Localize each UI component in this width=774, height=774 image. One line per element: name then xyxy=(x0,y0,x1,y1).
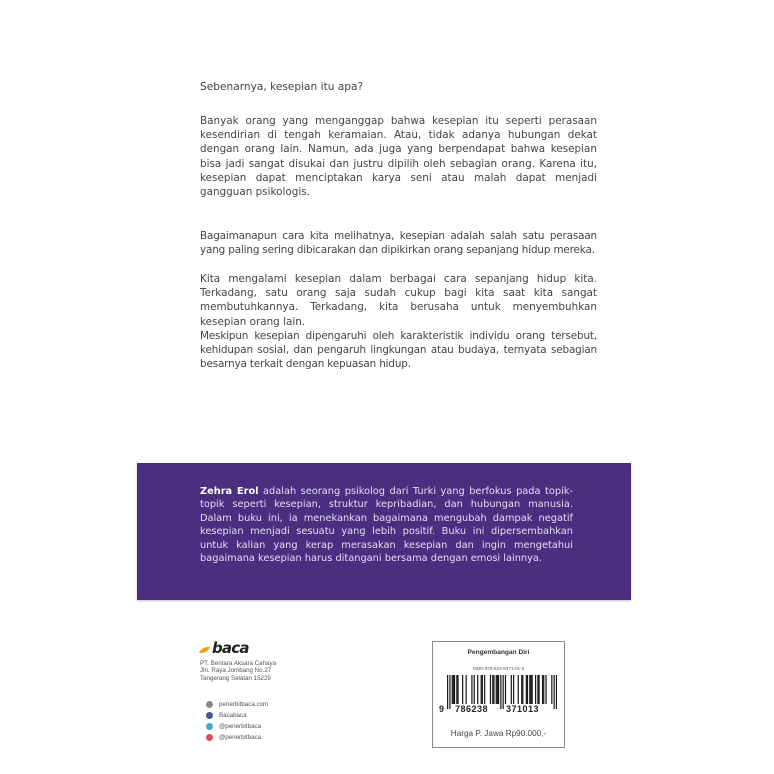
barcode-bar xyxy=(477,675,478,704)
barcode-bar xyxy=(471,675,472,704)
social-label: penerbitbaca.com xyxy=(219,701,269,708)
book-category: Pengembangan Diri xyxy=(467,649,530,656)
barcode-bar xyxy=(466,675,467,704)
barcode-bar xyxy=(493,675,494,704)
isbn-box xyxy=(432,641,565,748)
social-label: @penerbitbaca xyxy=(219,723,262,730)
barcode-bar xyxy=(505,675,506,704)
barcode-bar xyxy=(456,675,457,704)
barcode-bar xyxy=(527,675,528,704)
blurb-text: Meskipun kesepian dipengaruhi oleh karakteristik individu orang tersebut, kehidupan sosial, dan pengaruh lingkungan atau budaya, ternyata sebagian besarnya terkait dengan kepuasan hidup. xyxy=(200,330,597,371)
barcode-bar xyxy=(496,675,497,704)
blurb-text: Kita mengalami kesepian dalam berbagai cara sepanjang hidup kita. Terkadang, satu orang saja sudah cukup bagi kita saat kita sangat membutuhkannya. Terkadang, kita berusaha untuk menyembuhkan kesepian orang lain. xyxy=(200,273,597,328)
barcode-bar xyxy=(532,675,533,704)
instagram-icon xyxy=(206,734,213,741)
blurb-paragraph-4 xyxy=(200,329,597,372)
barcode-bar xyxy=(526,675,527,704)
social-twitter[interactable] xyxy=(206,721,268,732)
barcode-bar xyxy=(500,675,501,709)
blurb-text: Bagaimanapun cara kita melihatnya, kesepian adalah salah satu perasaan yang paling sering dibicarakan dan dipikirkan orang sepanjang hidup mereka. xyxy=(200,230,597,257)
author-bio xyxy=(200,485,573,565)
social-instagram[interactable] xyxy=(206,732,268,743)
publisher-address xyxy=(200,660,320,682)
barcode-bar xyxy=(530,675,531,704)
address-line: PT. Bentara Aksara Cahaya xyxy=(200,660,277,667)
barcode-bar xyxy=(484,675,485,704)
blurb-paragraph-2 xyxy=(200,229,597,257)
barcode-bar xyxy=(492,675,493,704)
author-bio-text: adalah seorang psikolog dari Turki yang berfokus pada topik-topik seperti kesepian, struktur kepribadian, dan hubungan manusia. Dalam buku ini, ia menekankan bagaimana mengubah dampak negatif kesepian menjadi sesuatu yang lebih positif. Buku ini dipersembahkan untuk kalian yang kerap merasakan kesepian dan ingin mengetahui bagaimana kesepian harus ditangani bersama dengan emosi lainnya. xyxy=(200,486,573,565)
author-name: Zehra Erol xyxy=(200,486,259,497)
author-bio-band xyxy=(137,463,631,600)
facebook-icon xyxy=(206,712,213,719)
barcode-bar xyxy=(554,675,555,709)
barcode-digit-first: 9 xyxy=(439,704,445,714)
publisher-logo-text: baca xyxy=(212,639,249,657)
social-website[interactable] xyxy=(206,699,268,710)
barcode-bar xyxy=(522,675,523,704)
social-facebook[interactable] xyxy=(206,710,268,721)
barcode-bar xyxy=(511,675,512,704)
barcode-digits-left: 786238 xyxy=(455,704,489,714)
barcode-bar xyxy=(497,675,498,704)
blurb-paragraph-1 xyxy=(200,114,597,199)
barcode-bar xyxy=(503,675,504,709)
barcode-bar xyxy=(538,675,539,704)
social-label: Bacabaca xyxy=(219,712,247,719)
publisher-info xyxy=(200,640,320,682)
publisher-logo xyxy=(200,640,320,656)
barcode-bar xyxy=(551,675,552,704)
twitter-icon xyxy=(206,723,213,730)
barcode-bar xyxy=(447,675,448,709)
barcode-bar xyxy=(535,675,536,704)
barcode-bar xyxy=(449,675,450,709)
barcode-digits-right: 371013 xyxy=(506,704,540,714)
barcode-bar xyxy=(521,675,522,704)
barcode-bar xyxy=(543,675,544,704)
barcode-bar xyxy=(545,675,546,704)
barcode-bar xyxy=(556,675,557,709)
leaf-icon xyxy=(199,647,210,653)
barcode-bar xyxy=(518,675,519,704)
blurb-paragraph-3 xyxy=(200,272,597,329)
barcode-bar xyxy=(513,675,514,704)
barcode-bar xyxy=(457,675,458,704)
social-links xyxy=(206,699,268,743)
barcode-bar xyxy=(481,675,482,704)
globe-icon xyxy=(206,701,213,708)
barcode-bar xyxy=(453,675,454,704)
barcode-bar xyxy=(542,675,543,704)
barcode-bar xyxy=(452,675,453,704)
blurb-text: Banyak orang yang menganggap bahwa kesepian itu seperti perasaan kesendirian di tengah keramaian. Atau, tidak adanya hubungan dekat dengan orang lain. Namun, ada juga yang berpendapat bahwa kesepian bisa jadi sangat disukai dan justru dipilih oleh sebagian orang. Karena itu, kesepian dapat menciptakan karya seni atau malah dapat menjadi gangguan psikologis. xyxy=(200,115,597,199)
barcode-bar xyxy=(529,675,530,704)
isbn-number: ISBN 978-623-8371-01-3 xyxy=(472,666,525,671)
back-cover-heading: Sebenarnya, kesepian itu apa? xyxy=(200,81,364,93)
barcode-bar xyxy=(498,675,499,704)
address-line: Tangerang Selatan 15229 xyxy=(200,674,271,682)
barcode-bar xyxy=(454,675,455,704)
barcode-bar xyxy=(462,675,463,704)
barcode-bar xyxy=(482,675,483,704)
barcode-bar xyxy=(537,675,538,704)
barcode-bar xyxy=(490,675,491,704)
barcode-bar xyxy=(474,675,475,704)
address-line: Jln. Raya Jombang No.27 xyxy=(200,667,272,675)
price-label: Harga P. Jawa Rp90.000,- xyxy=(450,729,547,738)
social-label: @penerbitbaca xyxy=(219,734,262,741)
